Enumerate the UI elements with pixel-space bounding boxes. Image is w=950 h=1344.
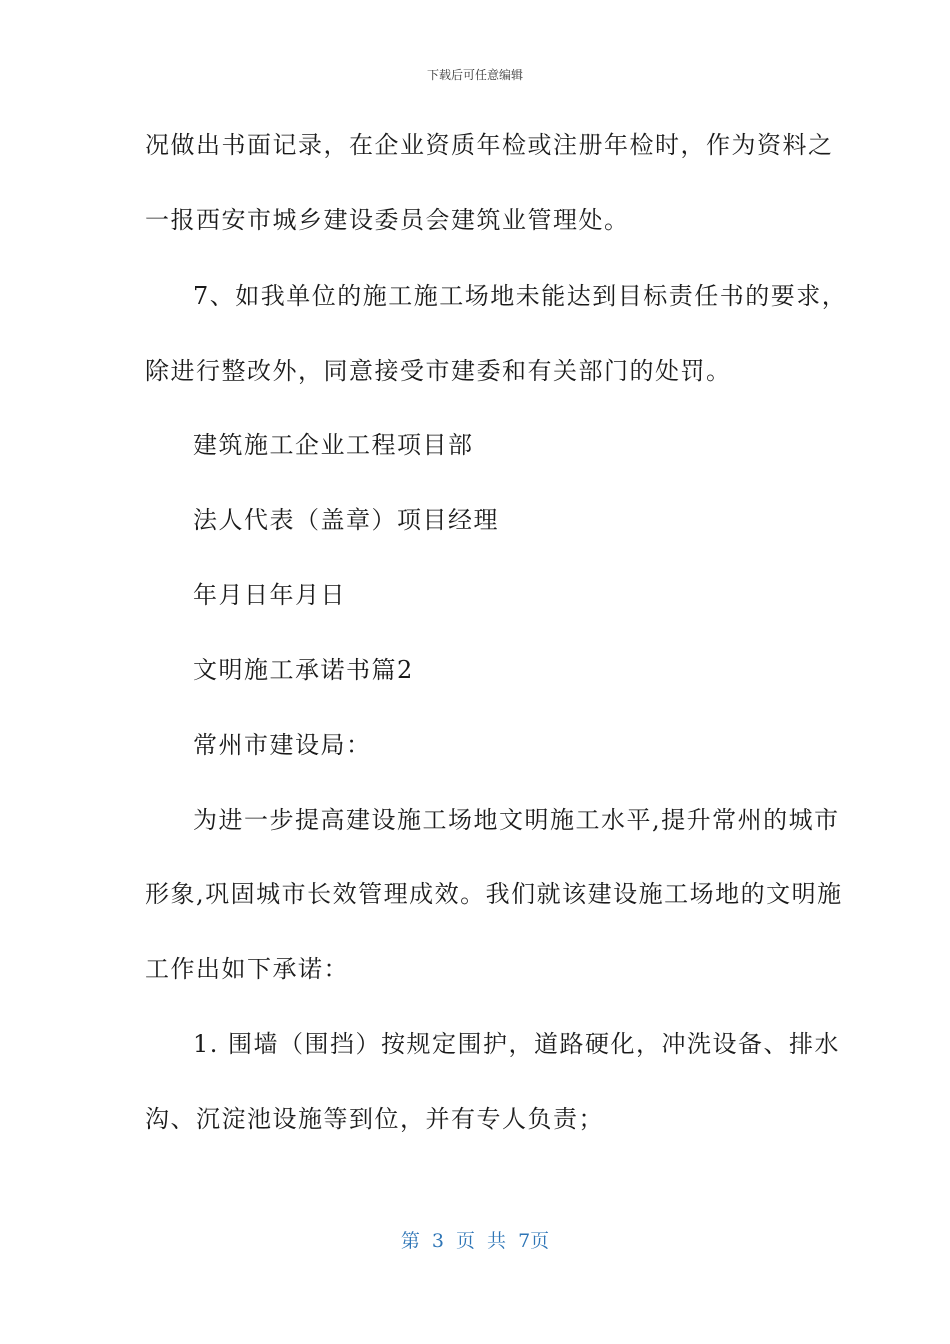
body-line: 一报西安市城乡建设委员会建筑业管理处。 bbox=[145, 206, 630, 234]
body-line: 建筑施工企业工程项目部 bbox=[193, 431, 474, 459]
body-line: 况做出书面记录，在企业资质年检或注册年检时，作为资料之 bbox=[145, 131, 834, 159]
page-number: 第 3 页 共 7页 bbox=[400, 1230, 550, 1252]
body-line: 沟、沉淀池设施等到位，并有专人负责； bbox=[145, 1105, 604, 1133]
body-line: 除进行整改外，同意接受市建委和有关部门的处罚。 bbox=[145, 357, 732, 385]
body-line: 年月日年月日 bbox=[193, 581, 346, 609]
section-heading: 文明施工承诺书篇2 bbox=[193, 656, 414, 684]
body-line: 为进一步提高建设施工场地文明施工水平,提升常州的城市 bbox=[193, 806, 840, 834]
body-line: 1. 围墙（围挡）按规定围护，道路硬化，冲洗设备、排水 bbox=[193, 1030, 841, 1058]
body-line: 7、如我单位的施工施工场地未能达到目标责任书的要求， bbox=[193, 282, 848, 310]
body-line: 形象,巩固城市长效管理成效。我们就该建设施工场地的文明施 bbox=[145, 880, 843, 908]
body-line: 常州市建设局： bbox=[193, 731, 372, 759]
body-line: 工作出如下承诺： bbox=[145, 955, 349, 983]
body-line: 法人代表（盖章）项目经理 bbox=[193, 506, 499, 534]
header-note: 下载后可任意编辑 bbox=[426, 68, 523, 82]
